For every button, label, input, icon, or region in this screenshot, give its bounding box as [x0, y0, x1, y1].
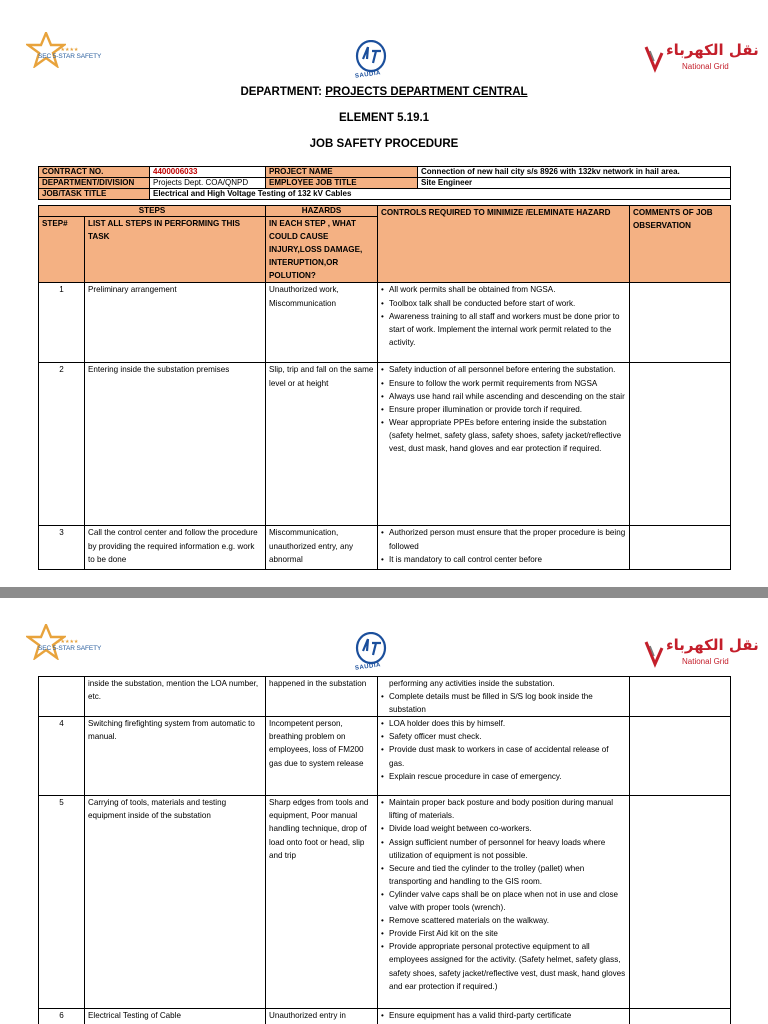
controls-cell	[378, 717, 630, 796]
step-description: Entering inside the substation premises	[85, 363, 266, 526]
controls-cell	[378, 283, 630, 363]
control-item: • Toolbox talk shall be conducted before start of work.	[381, 297, 626, 310]
control-item: • Provide dust mask to workers in case of accidental release of gas.	[381, 743, 626, 769]
hazard-question-header: IN EACH STEP , WHAT COULD CAUSE INJURY,LOSS DAMAGE, INTERUPTION,OR POLUTION?	[266, 217, 378, 283]
control-item: • Ensure to follow the work permit requirements from NGSA	[381, 377, 626, 390]
sec-five-star-safety-logo: ★★★★★ SEC 5-STAR SAFETY	[26, 626, 94, 660]
step-description: Carrying of tools, materials and testing equipment inside of the substation	[85, 796, 266, 1009]
contract-value: 4400006033	[150, 167, 266, 178]
element-heading: ELEMENT 5.19.1	[338, 112, 430, 124]
comments-cell	[630, 796, 731, 1009]
control-item: • Safety induction of all personnel before entering the substation.	[381, 363, 626, 376]
control-item: • Wear appropriate PPEs before entering inside the substation (safety helmet, safety glass, safety shoes, safety jacket/reflective vest, dust mask, hand gloves and ear protection if required.	[381, 416, 626, 455]
department-label: DEPARTMENT:	[240, 86, 323, 98]
control-item: • Always use hand rail while ascending and descending on the stair	[381, 390, 626, 403]
step-description: Electrical Testing of Cable	[85, 1009, 266, 1024]
national-grid-arabic: نقل الكهرباء	[666, 636, 759, 654]
controls-list	[381, 283, 626, 348]
controls-list	[381, 690, 626, 716]
national-grid-english: National Grid	[682, 62, 729, 71]
job-title-value: Electrical and High Voltage Testing of 132 kV Cables	[150, 189, 731, 200]
step-number: 2	[39, 363, 85, 526]
employee-title-value: Site Engineer	[418, 178, 731, 189]
step-number: 4	[39, 717, 85, 796]
controls-cell	[378, 677, 630, 717]
sec-logo-text: SEC 5-STAR SAFETY	[38, 53, 102, 60]
department-division-label: DEPARTMENT/DIVISION	[39, 178, 150, 189]
step-description: Preliminary arrangement	[85, 283, 266, 363]
employee-title-label: EMPLOYEE JOB TITLE	[266, 178, 418, 189]
comments-cell	[630, 717, 731, 796]
department-value: PROJECTS DEPARTMENT CENTRAL	[325, 86, 528, 98]
national-grid-english: National Grid	[682, 657, 729, 666]
department-heading	[0, 86, 768, 98]
hazard-description: happened in the substation	[266, 677, 378, 717]
control-item: • Safety officer must check.	[381, 730, 626, 743]
job-safety-table	[38, 205, 731, 570]
control-continuation: performing any activities inside the substation.	[389, 679, 555, 688]
controls-header: CONTROLS REQUIRED TO MINIMIZE /ELEMINATE HAZARD	[378, 206, 630, 283]
project-value: Connection of new hail city s/s 8926 with 132kv network in hail area.	[418, 167, 731, 178]
lt-logo	[354, 632, 388, 674]
controls-cell	[378, 1009, 630, 1024]
controls-cell	[378, 796, 630, 1009]
control-item: • Maintain proper back posture and body position during manual lifting of materials.	[381, 796, 626, 822]
hazard-description: Incompetent person, breathing problem on employees, loss of FM200 gas due to system release	[266, 717, 378, 796]
control-item: • LOA holder does this by himself.	[381, 717, 626, 730]
comments-cell	[630, 1009, 731, 1024]
control-item: • Secure and tied the cylinder to the trolley (pallet) when transporting and handling to the GIS room.	[381, 862, 626, 888]
control-item: • Awareness training to all staff and workers must be done prior to start of work. Implement the internal work permit related to the activity.	[381, 310, 626, 349]
job-title-label: JOB/TASK TITLE	[39, 189, 150, 200]
control-item: • It is mandatory to call control center before	[381, 553, 626, 566]
info-row	[39, 167, 731, 178]
table-row	[39, 283, 731, 363]
control-item: • Cylinder valve caps shall be on place when not in use and close valve with proper tools (wrench).	[381, 888, 626, 914]
project-info-table	[38, 166, 731, 200]
comments-cell	[630, 363, 731, 526]
hazards-header: HAZARDS	[266, 206, 378, 217]
project-label: PROJECT NAME	[266, 167, 418, 178]
table-group-header	[39, 206, 731, 217]
department-division-value: Projects Dept. COA/QNPD	[150, 178, 266, 189]
control-item: • Complete details must be filled in S/S log book inside the substation	[381, 690, 626, 716]
control-item: • Remove scattered materials on the walkway.	[381, 914, 626, 927]
info-row	[39, 189, 731, 200]
hazard-description: Unauthorized work, Miscommunication	[266, 283, 378, 363]
step-number	[39, 677, 85, 717]
step-list-header: LIST ALL STEPS IN PERFORMING THIS TASK	[85, 217, 266, 283]
contract-label: CONTRACT NO.	[39, 167, 150, 178]
control-item: • Assign sufficient number of personnel for heavy loads where utilization of equipment is not possible.	[381, 836, 626, 862]
steps-header: STEPS	[39, 206, 266, 217]
step-number: 3	[39, 526, 85, 570]
table-row	[39, 1009, 731, 1024]
comments-cell	[630, 526, 731, 570]
control-item: • Provide First Aid kit on the site	[381, 927, 626, 940]
lt-logo-text: SAUDIA	[354, 662, 382, 672]
document-page-2	[0, 598, 768, 1024]
control-item: • All work permits shall be obtained from NGSA.	[381, 283, 626, 296]
document-title: JOB SAFETY PROCEDURE	[309, 138, 459, 150]
step-number: 1	[39, 283, 85, 363]
step-number: 5	[39, 796, 85, 1009]
table-row	[39, 796, 731, 1009]
lt-logo	[354, 40, 388, 82]
step-description: Switching firefighting system from automatic to manual.	[85, 717, 266, 796]
table-row	[39, 363, 731, 526]
national-grid-logo	[642, 41, 759, 75]
controls-list	[381, 717, 626, 782]
hazard-description: Sharp edges from tools and equipment, Poor manual handling technique, drop of load onto foot or head, slip and trip	[266, 796, 378, 1009]
hazard-description: Miscommunication, unauthorized entry, any abnormal	[266, 526, 378, 570]
comments-header: COMMENTS OF JOB OBSERVATION	[630, 206, 731, 283]
table-row	[39, 717, 731, 796]
controls-list	[381, 796, 626, 992]
controls-cell	[378, 363, 630, 526]
table-row	[39, 526, 731, 570]
sec-logo-text: SEC 5-STAR SAFETY	[38, 645, 102, 652]
national-grid-logo	[642, 636, 759, 670]
info-row	[39, 178, 731, 189]
control-item: • Divide load weight between co-workers.	[381, 822, 626, 835]
step-number-header: STEP#	[39, 217, 85, 283]
lt-logo-text: SAUDIA	[354, 70, 382, 80]
controls-cell	[378, 526, 630, 570]
job-safety-table-continued	[38, 676, 731, 1024]
national-grid-arabic: نقل الكهرباء	[666, 41, 759, 59]
step-description: Call the control center and follow the procedure by providing the required information e.g. work to be done	[85, 526, 266, 570]
sec-five-star-safety-logo: ★★★★★ SEC 5-STAR SAFETY	[26, 34, 94, 68]
hazard-description: Slip, trip and fall on the same level or at height	[266, 363, 378, 526]
controls-list	[381, 526, 626, 565]
control-item: • Explain rescue procedure in case of emergency.	[381, 770, 626, 783]
control-item: • Authorized person must ensure that the proper procedure is being followed	[381, 526, 626, 552]
control-item: • Provide appropriate personal protective equipment to all employees assigned for the activity. (Safety helmet, safety glass, safety shoes, safety jacket/reflective vest, dust mask, hand gloves and ear protection if required.)	[381, 940, 626, 992]
step-number: 6	[39, 1009, 85, 1024]
table-row	[39, 677, 731, 717]
controls-list	[381, 363, 626, 455]
step-description: inside the substation, mention the LOA number, etc.	[85, 677, 266, 717]
hazard-description: Unauthorized entry in	[266, 1009, 378, 1024]
controls-list	[381, 1009, 626, 1022]
control-item: • Ensure equipment has a valid third-party certificate	[381, 1009, 626, 1022]
comments-cell	[630, 677, 731, 717]
control-item: • Ensure proper illumination or provide torch if required.	[381, 403, 626, 416]
comments-cell	[630, 283, 731, 363]
